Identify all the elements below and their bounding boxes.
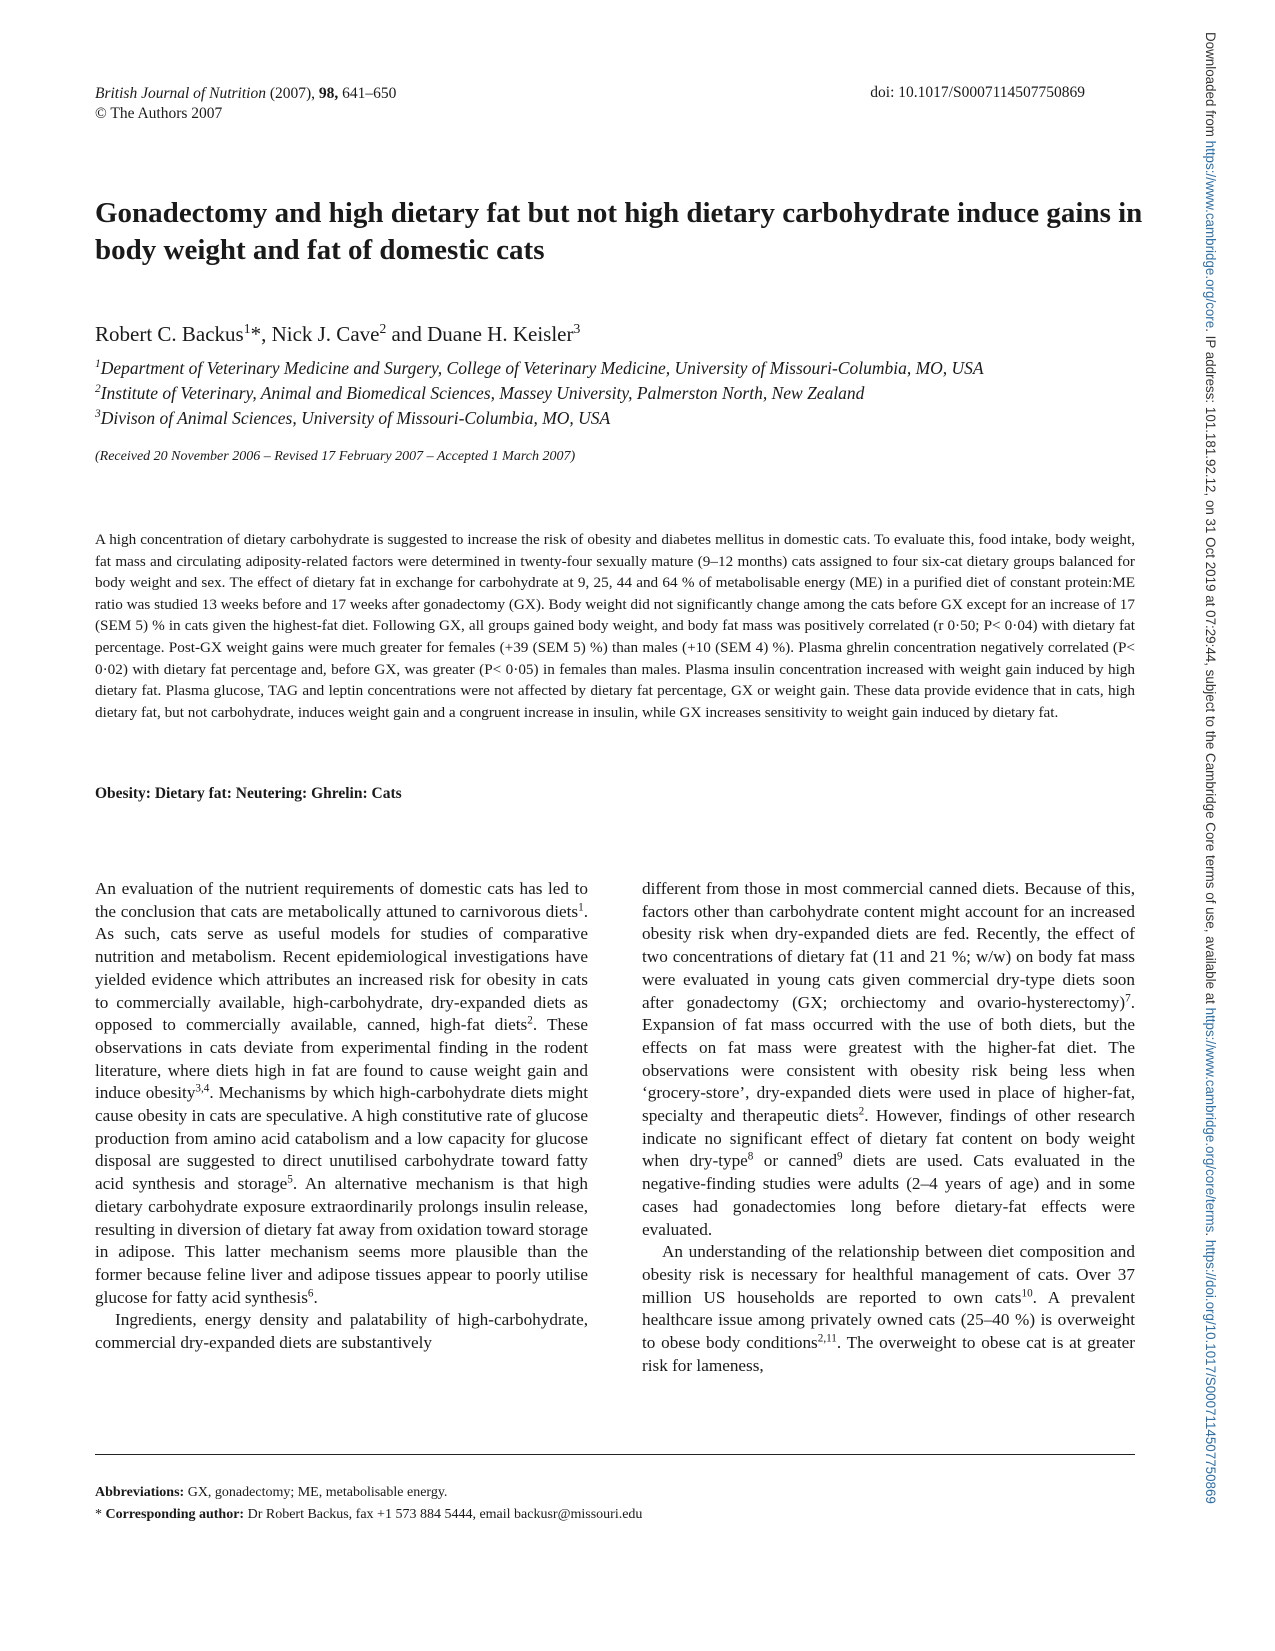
body-column-left: [95, 878, 588, 1355]
author-backus: Robert C. Backus: [95, 322, 244, 346]
affiliation-number: 1: [95, 358, 101, 371]
author-list: [95, 322, 580, 347]
paragraph: Ingredients, energy density and palatability of high-carbohydrate, commercial dry-expanded diets are substantively: [95, 1310, 588, 1353]
copyright: © The Authors 2007: [95, 105, 223, 122]
affiliation-text: Institute of Veterinary, Animal and Biomedical Sciences, Massey University, Palmerston North, New Zealand: [100, 383, 865, 403]
corresponding-mark: *,: [250, 322, 267, 346]
citation-ref: 3,4: [195, 1082, 210, 1095]
abbreviations-note: Abbreviations: GX, gonadectomy; ME, metabolisable energy.: [95, 1485, 448, 1500]
citation-ref: 2: [527, 1014, 533, 1027]
doi: doi: 10.1017/S0007114507750869: [870, 84, 1085, 101]
core-link[interactable]: https://www.cambridge.org/core: [1203, 140, 1218, 329]
affil-ref: 2: [379, 321, 387, 336]
affiliation: [95, 356, 1145, 381]
author-cave: Nick J. Cave: [266, 322, 380, 346]
terms-link[interactable]: https://www.cambridge.org/core/terms: [1203, 1007, 1218, 1233]
journal-volume: 98,: [318, 85, 339, 102]
citation-ref: 6: [307, 1286, 314, 1299]
citation-ref: 7: [1125, 991, 1131, 1004]
download-notice: Downloaded from https://www.cambridge.org/core. IP address: 101.181.92.12, on 31 Oct 2019 at 07:29:44, subject to the Cambridge Core terms of use, available at https://www.cambridge.org/core/terms. https://doi.org/10.1017/S0007114507750869: [1203, 32, 1218, 1504]
citation-ref: 2: [858, 1105, 865, 1118]
footnote-divider: [95, 1454, 1135, 1455]
author-keisler: and Duane H. Keisler: [386, 322, 574, 346]
journal-pages: 641–650: [342, 85, 397, 102]
paragraph: different from those in most commercial canned diets. Because of this, factors other than carbohydrate content might account for an increased obesity risk when dry-expanded diets are fed. Recently, the effect of two concentrations of dietary fat (11 and 21 %; w/w) on body fat mass were evaluated in young cats given commercial dry-type diets soon after gonadectomy (GX; orchiectomy and ovario-hysterectomy)$^7$. Expansion of fat mass occurred with the use of both diets, but the effects on fat mass were greatest with the higher-fat diet. The observations were consistent with obesity risk being less when ‘grocery-store’, dry-expanded diets were used in place of higher-fat, specialty and therapeutic diets$^2$. However, findings of other research indicate no significant effect of dietary fat content on body weight when dry-type$^8$ or canned$^9$ diets are used. Cats evaluated in the negative-finding studies were adults (2–4 years of age) and in some cases had gonadectomies long before dietary-fat effects were evaluated.: [642, 879, 1135, 1239]
corresponding-author-note: * Corresponding author: Dr Robert Backus, fax +1 573 884 5444, email backusr@missouri.edu: [95, 1507, 643, 1522]
affil-ref: 3: [573, 321, 581, 336]
abstract: A high concentration of dietary carbohydrate is suggested to increase the risk of obesity and diabetes mellitus in domestic cats. To evaluate this, food intake, body weight, fat mass and circulating adiposity-related factors were determined in twenty-four sexually mature (9–12 months) cats assigned to four six-cat dietary groups balanced for body weight and sex. The effect of dietary fat in exchange for carbohydrate at 9, 25, 44 and 64 % of metabolisable energy (ME) in a purified diet of constant protein:ME ratio was studied 13 weeks before and 17 weeks after gonadectomy (GX). Body weight did not significantly change among the cats before GX except for an increase of 17 (SEM 5) % in cats given the highest-fat diet. Following GX, all groups gained body weight, and body fat mass was positively correlated (r 0·50; P< 0·04) with dietary fat percentage. Post-GX weight gains were much greater for females (+39 (SEM 5) %) than males (+10 (SEM 4) %). Plasma ghrelin concentration negatively correlated (P< 0·02) with dietary fat percentage and, before GX, was greater (P< 0·05) in females than males. Plasma insulin concentration increased with weight gain induced by high dietary fat. Plasma glucose, TAG and leptin concentrations were not affected by dietary fat percentage, GX or weight gain. These data provide evidence that in cats, high dietary fat, but not carbohydrate, induces weight gain and a congruent increase in insulin, while GX increases sensitivity to weight gain induced by dietary fat.: [95, 531, 1135, 721]
footnotes: [95, 1482, 642, 1526]
journal-year: (2007),: [269, 85, 316, 102]
citation-ref: 1: [578, 900, 584, 913]
journal-name: British Journal of Nutrition: [95, 85, 266, 102]
paragraph: An evaluation of the nutrient requirements of domestic cats has led to the conclusion that cats are metabolically attuned to carnivorous diets$^1$. As such, cats serve as useful models for studies of comparative nutrition and metabolism. Recent epidemiological investigations have yielded evidence which attributes an increased risk for obesity in cats to commercially available, high-carbohydrate, dry-expanded diets as opposed to commercially available, canned, high-fat diets$^2$. These observations in cats deviate from experimental finding in the rodent literature, where diets high in fat are found to cause weight gain and induce obesity$^{3,4}$. Mechanisms by which high-carbohydrate diets might cause obesity in cats are speculative. A high constitutive rate of glucose production from amino acid catabolism and a low capacity for glucose disposal are suggested to direct unutilised carbohydrate toward fatty acid synthesis and storage$^5$. An alternative mechanism is that high dietary carbohydrate exposure extraordinarily prolongs insulin release, resulting in diversion of dietary fat away from oxidation toward storage in adipose. This latter mechanism seems more plausible than the former because feline liver and adipose tissues appear to poorly utilise glucose for fatty acid synthesis$^6$.: [95, 879, 589, 1307]
citation-ref: 8: [747, 1150, 754, 1163]
citation-ref: 9: [837, 1150, 843, 1163]
affiliation: [95, 381, 1145, 406]
body-column-right: [642, 878, 1135, 1377]
affiliation-number: 3: [95, 408, 101, 421]
doi-link[interactable]: https://doi.org/10.1017/S0007114507750869: [1203, 1239, 1218, 1504]
affiliation-text: Department of Veterinary Medicine and Surgery, College of Veterinary Medicine, University of Missouri-Columbia, MO, USA: [100, 358, 984, 378]
affiliation-text: Divison of Animal Sciences, University of Missouri-Columbia, MO, USA: [100, 408, 611, 428]
affiliations: [95, 356, 1145, 431]
affiliation-number: 2: [95, 383, 101, 396]
citation-ref: 10: [1021, 1286, 1033, 1299]
affiliation: [95, 406, 1145, 431]
paragraph: An understanding of the relationship between diet composition and obesity risk is necessary for healthful management of cats. Over 37 million US households are reported to own cats$^{10}$. A prevalent healthcare issue among privately owned cats (25–40 %) is overweight to obese body conditions$^{2,11}$. The overweight to obese cat is at greater risk for lameness,: [642, 1242, 1135, 1375]
affil-ref: 1: [243, 321, 251, 336]
journal-citation: [95, 84, 396, 124]
keywords: Obesity: Dietary fat: Neutering: Ghrelin: Cats: [95, 785, 402, 802]
citation-ref: 2,11: [817, 1332, 837, 1345]
received-dates: (Received 20 November 2006 – Revised 17 February 2007 – Accepted 1 March 2007): [95, 449, 576, 464]
citation-ref: 5: [287, 1173, 293, 1186]
article-title: Gonadectomy and high dietary fat but not high dietary carbohydrate induce gains in body weight and fat of domestic cats: [95, 197, 1143, 266]
